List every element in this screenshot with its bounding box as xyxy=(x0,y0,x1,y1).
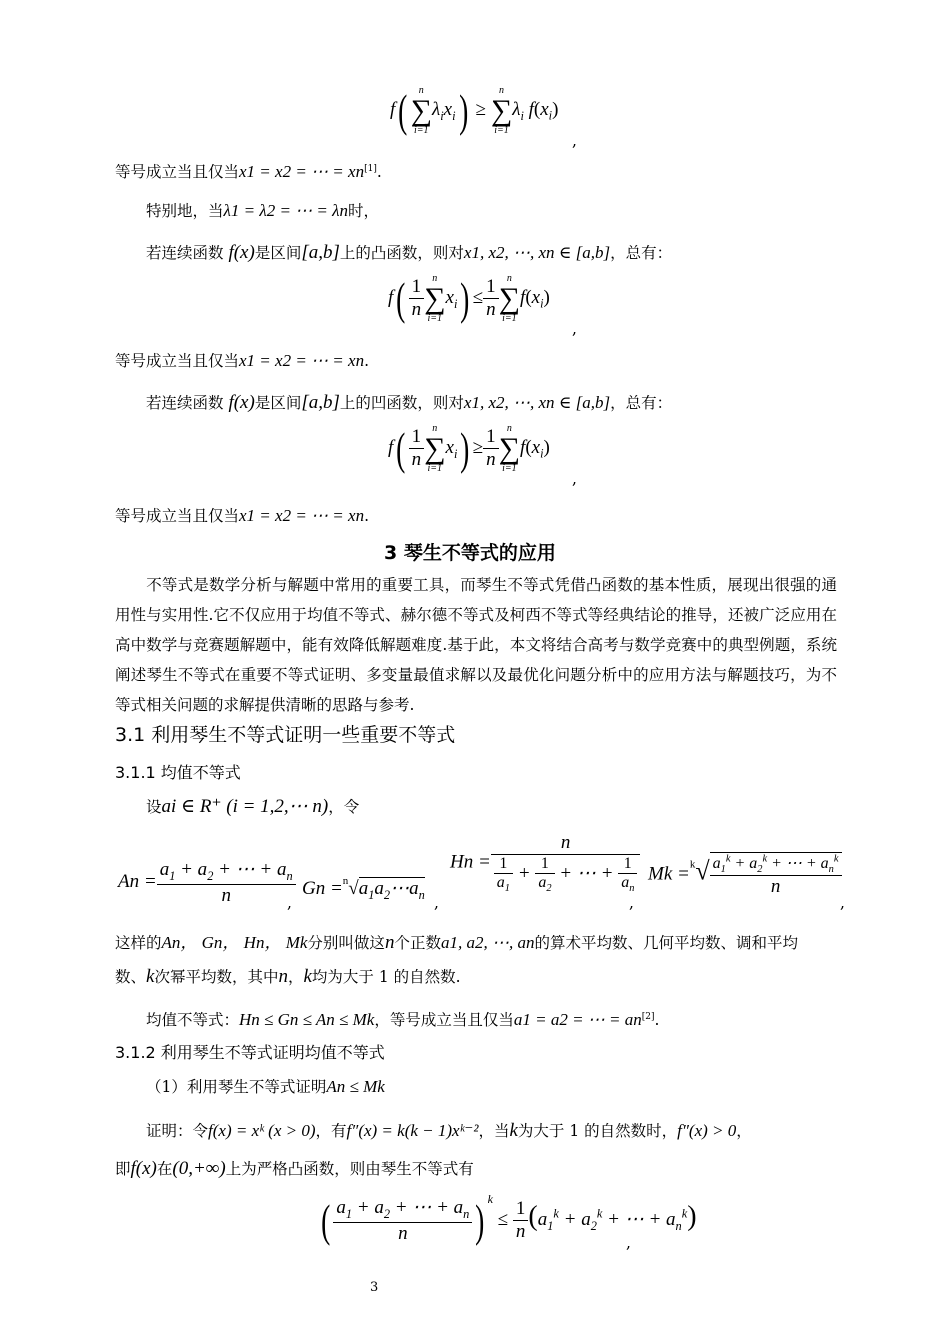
eq1-comma: , xyxy=(572,132,577,150)
jensen-convex-equation: f( $\frac{1}{n}$ n ∑ i=1 $x_i$) ≤ $\frac{1}{n}$ n ∑ i=1 $f(x_i)$ xyxy=(388,272,550,324)
mean-inequality-line: 均值不等式：Hn ≤ Gn ≤ An ≤ Mk，等号成立当且仅当a1 = a2 = ⋯ = an[2]. xyxy=(146,1010,660,1029)
sep-4: , xyxy=(840,894,845,912)
eq3-comma: , xyxy=(572,470,577,488)
equality-condition-1: 等号成立当且仅当x1 = x2 = ⋯ = xn[1]. xyxy=(115,162,382,181)
harmonic-mean-def: Hn = n $\frac{1}{a_1}$ + $\frac{1}{a_2}$ + ⋯ + $\frac{1}{a_n}$ xyxy=(450,832,640,894)
last-eq-comma: , xyxy=(626,1234,631,1252)
equality-condition-2: 等号成立当且仅当x1 = x2 = ⋯ = xn. xyxy=(115,351,370,370)
proof-line-2: 即f(x)在(0,+∞)上为严格凸函数，则由琴生不等式有 xyxy=(115,1158,474,1179)
arithmetic-mean-def: An = $\frac{a_1 + a_2 + \cdots + a_n}{n}$ xyxy=(118,858,296,907)
names-line-2: 数、k次幂平均数，其中n，k均为大于 1 的自然数. xyxy=(115,966,461,987)
proof-line-1: 证明：令f(x) = xᵏ (x > 0)，有f″(x) = k(k − 1)xᵏ⁻²，当k为大于 1 的自然数时，f″(x) > 0， xyxy=(146,1120,752,1141)
section-3-1-1-title: 3.1.1 均值不等式 xyxy=(115,763,241,782)
let-line: 设ai ∈ R⁺ (i = 1,2,⋯ n)，令 xyxy=(146,796,360,817)
power-inequality-equation: ( $\frac{a_1 + a_2 + \cdots + a_n}{n}$ ) $^k$ ≤ $\frac{1}{n}$ ($a_1^k + a_2^k$ + ⋯ + $a_n^k$) xyxy=(321,1192,697,1247)
section-3-1-title: 3.1 利用琴生不等式证明一些重要不等式 xyxy=(115,724,456,746)
special-case-line: 特别地，当λ1 = λ2 = ⋯ = λn时， xyxy=(146,201,380,220)
sep-2: , xyxy=(434,894,439,912)
page-number: 3 xyxy=(370,1280,379,1295)
sep-1: , xyxy=(287,894,292,912)
eq2-comma: , xyxy=(572,320,577,338)
convex-function-line: 若连续函数 f(x)是区间[a,b]上的凸函数，则对x1, x2, ⋯, xn ∈ [a,b]，总有： xyxy=(146,242,673,263)
section-3-1-2-title: 3.1.2 利用琴生不等式证明均值不等式 xyxy=(115,1043,385,1062)
concave-function-line: 若连续函数 f(x)是区间[a,b]上的凹函数，则对x1, x2, ⋯, xn ∈ [a,b]，总有： xyxy=(146,392,673,413)
sep-3: , xyxy=(629,894,634,912)
jensen-weighted-equation: f( n ∑ i=1 $\lambda_ix_i$) ≥ n ∑ i=1 $\lambda_i$ $f(x_i)$ xyxy=(390,84,559,136)
names-line: 这样的An， Gn， Hn， Mk分别叫做这n个正数a1, a2, ⋯, an的算术平均数、几何平均数、调和平均 xyxy=(115,932,798,953)
equality-condition-3: 等号成立当且仅当x1 = x2 = ⋯ = xn. xyxy=(115,506,370,525)
geometric-mean-def: $Gn =^n√a_1a_2\cdots a_n$ xyxy=(302,875,425,902)
intro-paragraph: 不等式是数学分析与解题中常用的重要工具，而琴生不等式凭借凸函数的基本性质，展现出很强的通用性与实用性.它不仅应用于均值不等式、赫尔德不等式及柯西不等式等经典结论的推导，还被广泛应用在高中数学与竞赛题解题中，能有效降低解题难度.基于此，本文将结合高考与数学竞赛中的典型例题，系统阐述琴生不等式在重要不等式证明、多变量最值求解以及最优化问题分析中的应用方法与解题技巧，为不等式相关问题的求解提供清晰的思路与参考. xyxy=(115,576,837,714)
power-mean-def: Mk =$^k$√ $\frac{a_1^k + a_2^k + \cdots + a_n^k}{n}$ xyxy=(648,852,842,898)
jensen-concave-equation: f( $\frac{1}{n}$ n ∑ i=1 $x_i$) ≥ $\frac{1}{n}$ n ∑ i=1 $f(x_i)$ xyxy=(388,422,550,474)
proof-title-line: （1）利用琴生不等式证明An ≤ Mk xyxy=(146,1077,385,1096)
section-3-title: 3 琴生不等式的应用 xyxy=(384,542,556,564)
